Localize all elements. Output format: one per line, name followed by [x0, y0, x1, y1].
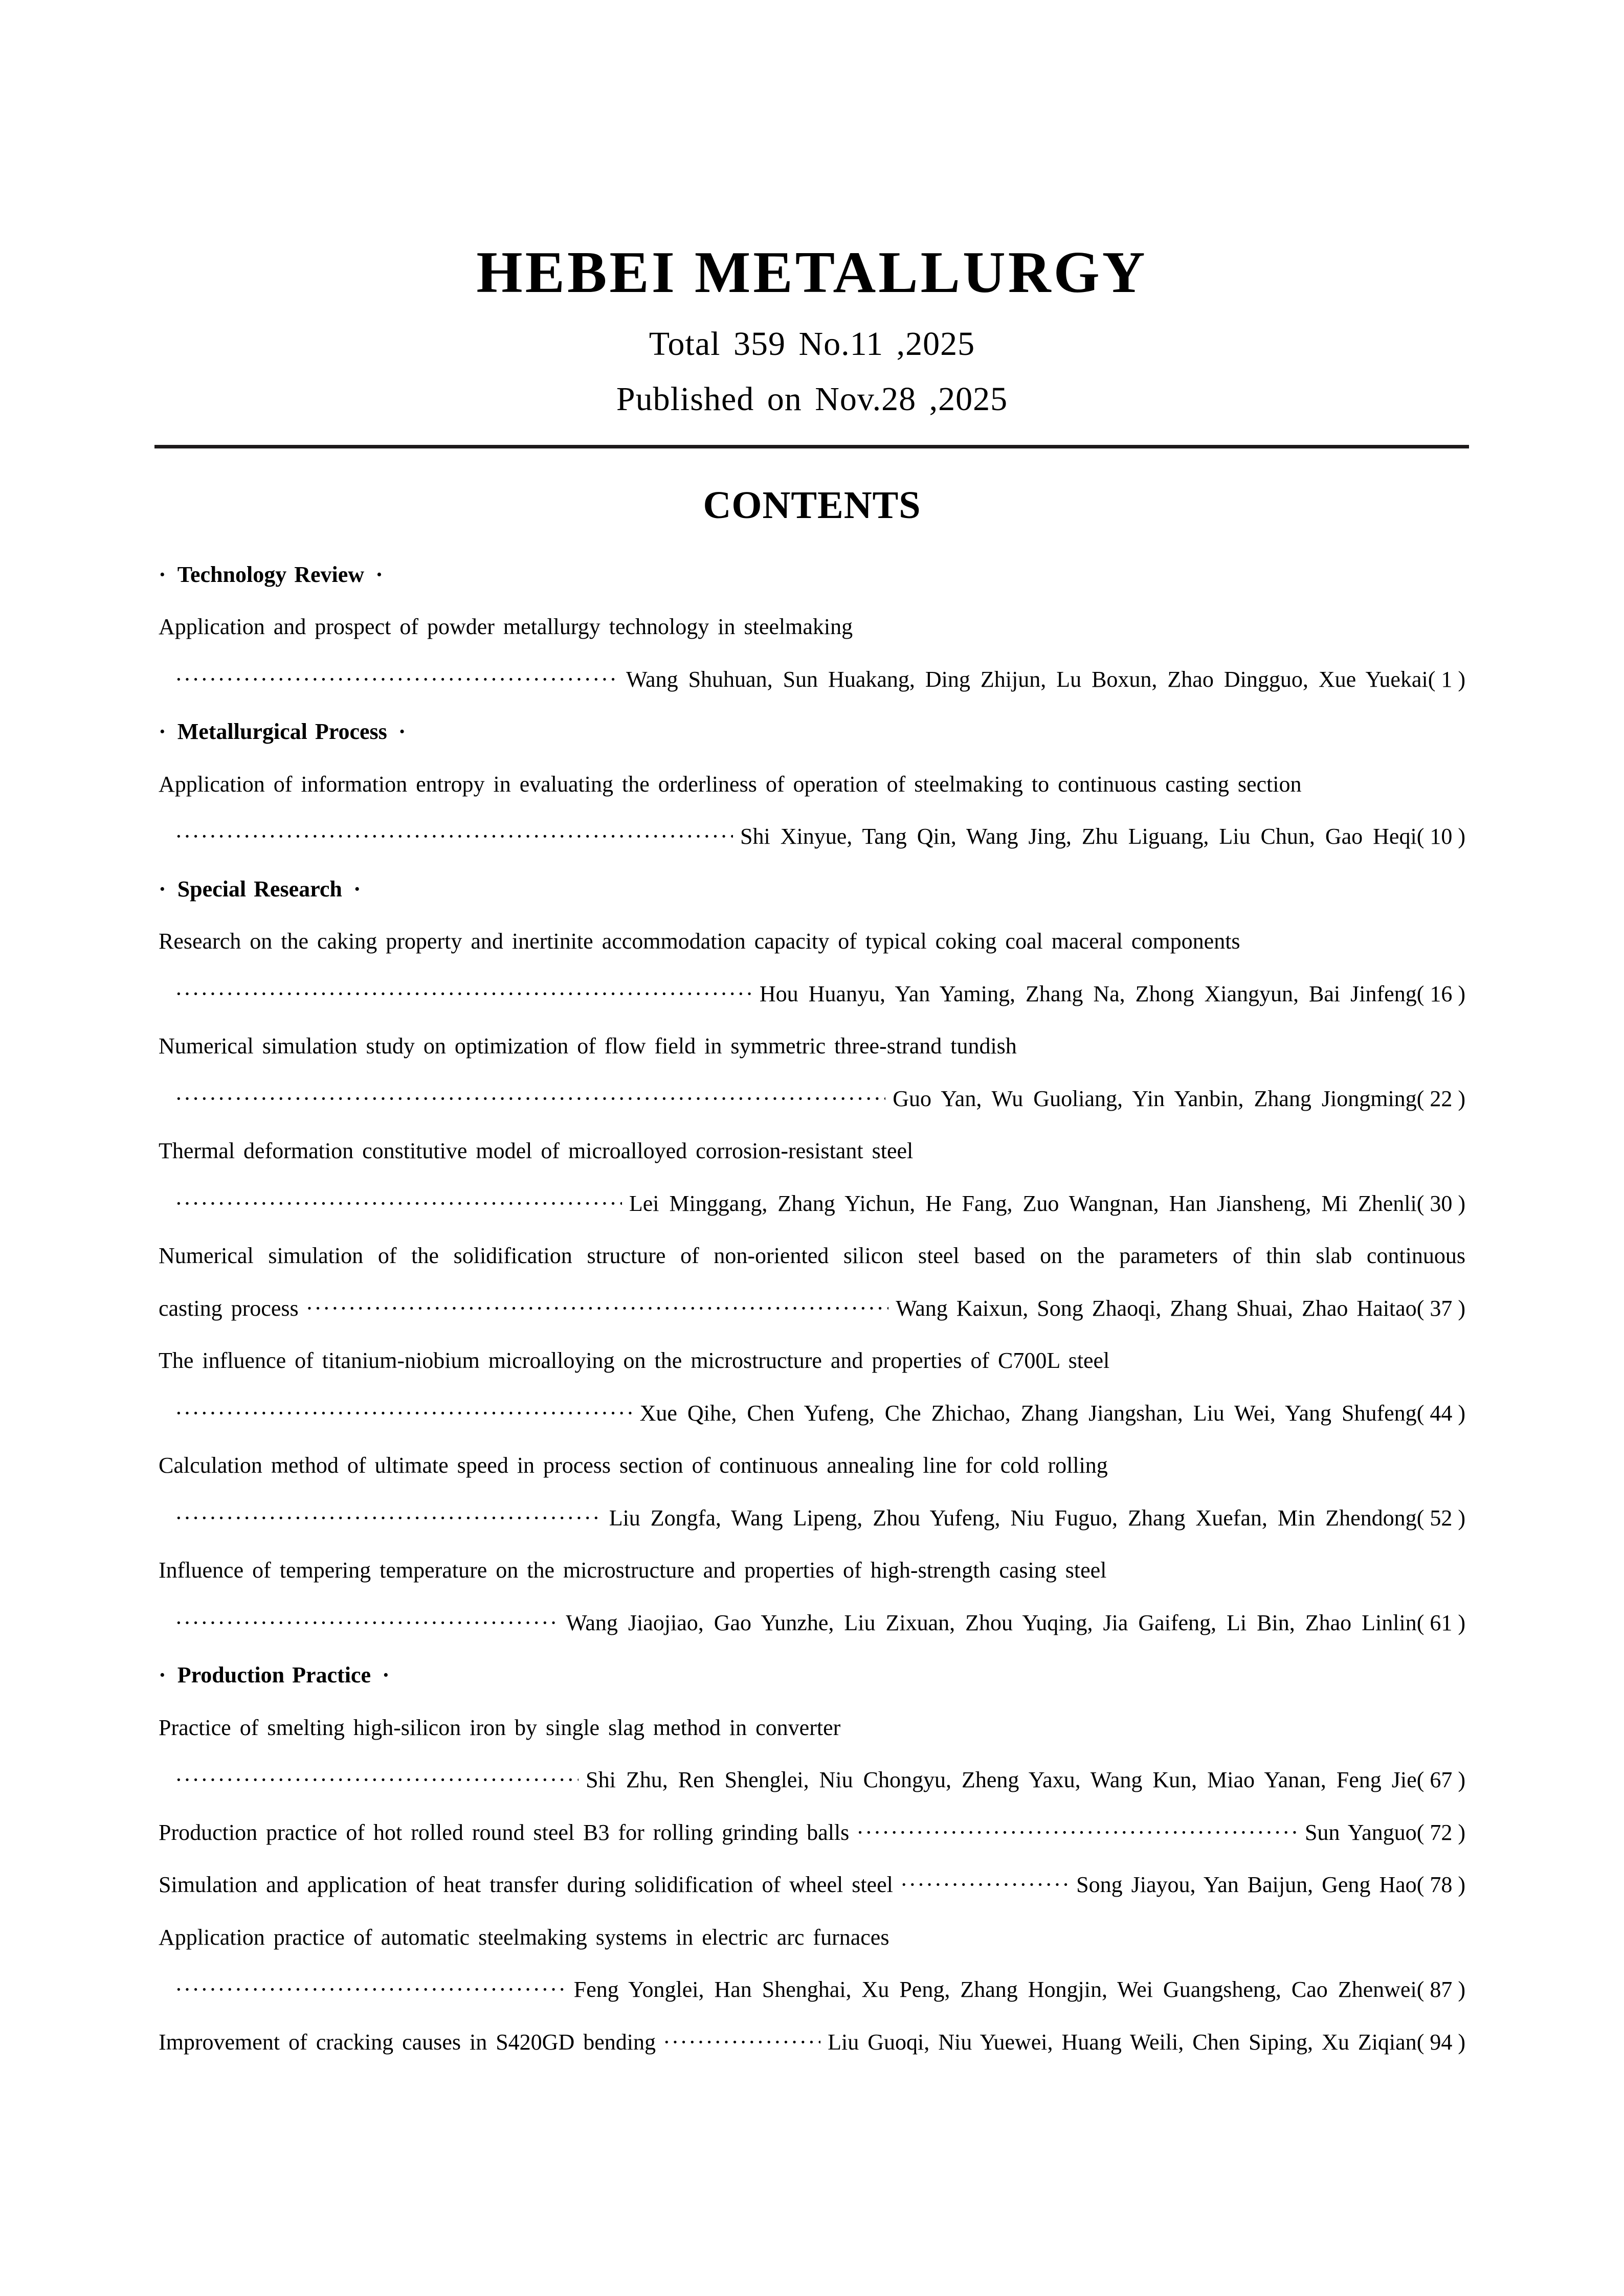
article-title: Calculation method of ultimate speed in process section of continuous annealing line for cold rolling [159, 1453, 1108, 1478]
section-heading: · Metallurgical Process · [159, 718, 406, 745]
article-title-row [159, 601, 1465, 654]
dot-leader [175, 666, 619, 692]
dot-leader [175, 1190, 622, 1217]
dot-leader [175, 1400, 633, 1426]
article-page: ( 10 ) [1416, 824, 1465, 849]
article-page: ( 52 ) [1416, 1505, 1465, 1530]
article-page: ( 16 ) [1416, 981, 1465, 1006]
article-author-row [159, 1072, 1465, 1125]
article-title-line1: Numerical simulation of the solidification structure of non-oriented silicon steel based on the parameters of thin slab continuous [159, 1243, 1465, 1268]
section-heading: · Technology Review · [159, 561, 383, 588]
issue-line: Total 359 No.11 ,2025 [649, 325, 975, 363]
article-title: Simulation and application of heat transfer during solidification of wheel steel [159, 1872, 893, 1898]
article-author-row [159, 1596, 1465, 1649]
article-authors: Hou Huanyu, Yan Yaming, Zhang Na, Zhong Xiangyun, Bai Jinfeng [759, 981, 1417, 1006]
dot-leader [175, 1505, 602, 1531]
article-authors: Sun Yanguo [1304, 1819, 1417, 1845]
dot-leader [900, 1872, 1069, 1898]
article-inline-row [159, 2016, 1465, 2068]
section-heading-row [159, 863, 1465, 915]
published-date-line: Published on Nov.28 ,2025 [616, 380, 1008, 418]
article-inline-row [159, 1859, 1465, 1911]
article-page: ( 87 ) [1416, 1977, 1465, 2002]
article-page: ( 44 ) [1416, 1400, 1465, 1426]
article-title: Application of information entropy in evaluating the orderliness of operation of steelmaking to continuous casting section [159, 771, 1302, 797]
article-authors: Lei Minggang, Zhang Yichun, He Fang, Zuo Wangnan, Han Jiansheng, Mi Zhenli [629, 1190, 1417, 1216]
section-heading-row [159, 1649, 1465, 1702]
article-authors: Liu Zongfa, Wang Lipeng, Zhou Yufeng, Niu Fuguo, Zhang Xuefan, Min Zhendong [609, 1505, 1417, 1530]
article-page: ( 1 ) [1428, 666, 1465, 692]
article-page: ( 30 ) [1416, 1190, 1465, 1216]
article-page: ( 67 ) [1416, 1767, 1465, 1793]
article-title-row [159, 1335, 1465, 1387]
article-title: Research on the caking property and inertinite accommodation capacity of typical coking coal maceral components [159, 929, 1240, 954]
article-title: Influence of tempering temperature on the microstructure and properties of high-strength casing steel [159, 1558, 1107, 1583]
article-inline-row [159, 1806, 1465, 1859]
article-authors: Wang Kaixun, Song Zhaoqi, Zhang Shuai, Zhao Haitao [896, 1295, 1417, 1321]
article-page: ( 94 ) [1416, 2029, 1465, 2055]
article-title: The influence of titanium-niobium microalloying on the microstructure and properties of C700L steel [159, 1348, 1110, 1374]
dot-leader [856, 1819, 1298, 1845]
article-authors: Wang Jiaojiao, Gao Yunzhe, Liu Zixuan, Zhou Yuqing, Jia Gaifeng, Li Bin, Zhao Linlin [566, 1610, 1417, 1635]
article-title: Application practice of automatic steelmaking systems in electric arc furnaces [159, 1924, 889, 1950]
article-authors: Wang Shuhuan, Sun Huakang, Ding Zhijun, Lu Boxun, Zhao Dingguo, Xue Yuekai [626, 666, 1428, 692]
article-title-row [159, 758, 1465, 811]
dot-leader [175, 823, 733, 849]
article-title-row [159, 1544, 1465, 1597]
dot-leader [175, 1086, 885, 1112]
journal-title: HEBEI METALLURGY [476, 240, 1148, 305]
article-authors: Guo Yan, Wu Guoliang, Yin Yanbin, Zhang Jiongming [893, 1086, 1417, 1111]
dot-leader [175, 981, 752, 1007]
article-title-row [159, 1701, 1465, 1754]
article-title-line2: casting process [159, 1295, 299, 1321]
article-title-row [159, 1020, 1465, 1073]
article-author-row [159, 1177, 1465, 1230]
article-page: ( 78 ) [1416, 1872, 1465, 1898]
article-title-row [159, 1125, 1465, 1178]
article-author-row [159, 1964, 1465, 2016]
article-authors: Shi Zhu, Ren Shenglei, Niu Chongyu, Zheng Yaxu, Wang Kun, Miao Yanan, Feng Jie [586, 1767, 1417, 1793]
article-page: ( 37 ) [1416, 1295, 1465, 1321]
section-heading-row [159, 548, 1465, 601]
contents-heading: CONTENTS [703, 484, 921, 527]
article-author-row [159, 811, 1465, 863]
article-author-row [159, 1492, 1465, 1544]
article-page: ( 22 ) [1416, 1086, 1465, 1111]
section-heading: · Special Research · [159, 876, 361, 902]
dot-leader [663, 2029, 820, 2055]
article-title-row [159, 1439, 1465, 1492]
article-author-row [159, 1387, 1465, 1439]
article-inline-row [159, 1282, 1465, 1335]
section-heading-row [159, 706, 1465, 758]
article-authors: Song Jiayou, Yan Baijun, Geng Hao [1076, 1872, 1417, 1898]
article-title: Practice of smelting high-silicon iron by single slag method in converter [159, 1715, 841, 1740]
article-title: Numerical simulation study on optimization of flow field in symmetric three-strand tundish [159, 1033, 1017, 1059]
article-title-row [159, 1911, 1465, 1964]
article-title: Production practice of hot rolled round steel B3 for rolling grinding balls [159, 1819, 850, 1845]
article-author-row [159, 653, 1465, 706]
article-page: ( 72 ) [1416, 1819, 1465, 1845]
dot-leader [175, 1610, 559, 1636]
article-author-row [159, 1754, 1465, 1807]
article-title: Application and prospect of powder metallurgy technology in steelmaking [159, 614, 853, 640]
article-authors: Shi Xinyue, Tang Qin, Wang Jing, Zhu Liguang, Liu Chun, Gao Heqi [740, 824, 1417, 849]
article-title-row [159, 915, 1465, 968]
contents-list [159, 548, 1465, 2068]
article-author-row [159, 967, 1465, 1020]
article-page: ( 61 ) [1416, 1610, 1465, 1635]
dot-leader [175, 1976, 567, 2002]
article-authors: Liu Guoqi, Niu Yuewei, Huang Weili, Chen Siping, Xu Ziqian [828, 2029, 1417, 2055]
header-divider-rule [154, 445, 1469, 448]
dot-leader [306, 1295, 889, 1321]
article-title: Improvement of cracking causes in S420GD bending [159, 2029, 656, 2055]
dot-leader [175, 1767, 579, 1793]
section-heading: · Production Practice · [159, 1662, 390, 1688]
article-authors: Xue Qihe, Chen Yufeng, Che Zhichao, Zhang Jiangshan, Liu Wei, Yang Shufeng [639, 1400, 1417, 1426]
article-title: Thermal deformation constitutive model of microalloyed corrosion-resistant steel [159, 1138, 914, 1164]
article-authors: Feng Yonglei, Han Shenghai, Xu Peng, Zhang Hongjin, Wei Guangsheng, Cao Zhenwei [573, 1977, 1417, 2002]
